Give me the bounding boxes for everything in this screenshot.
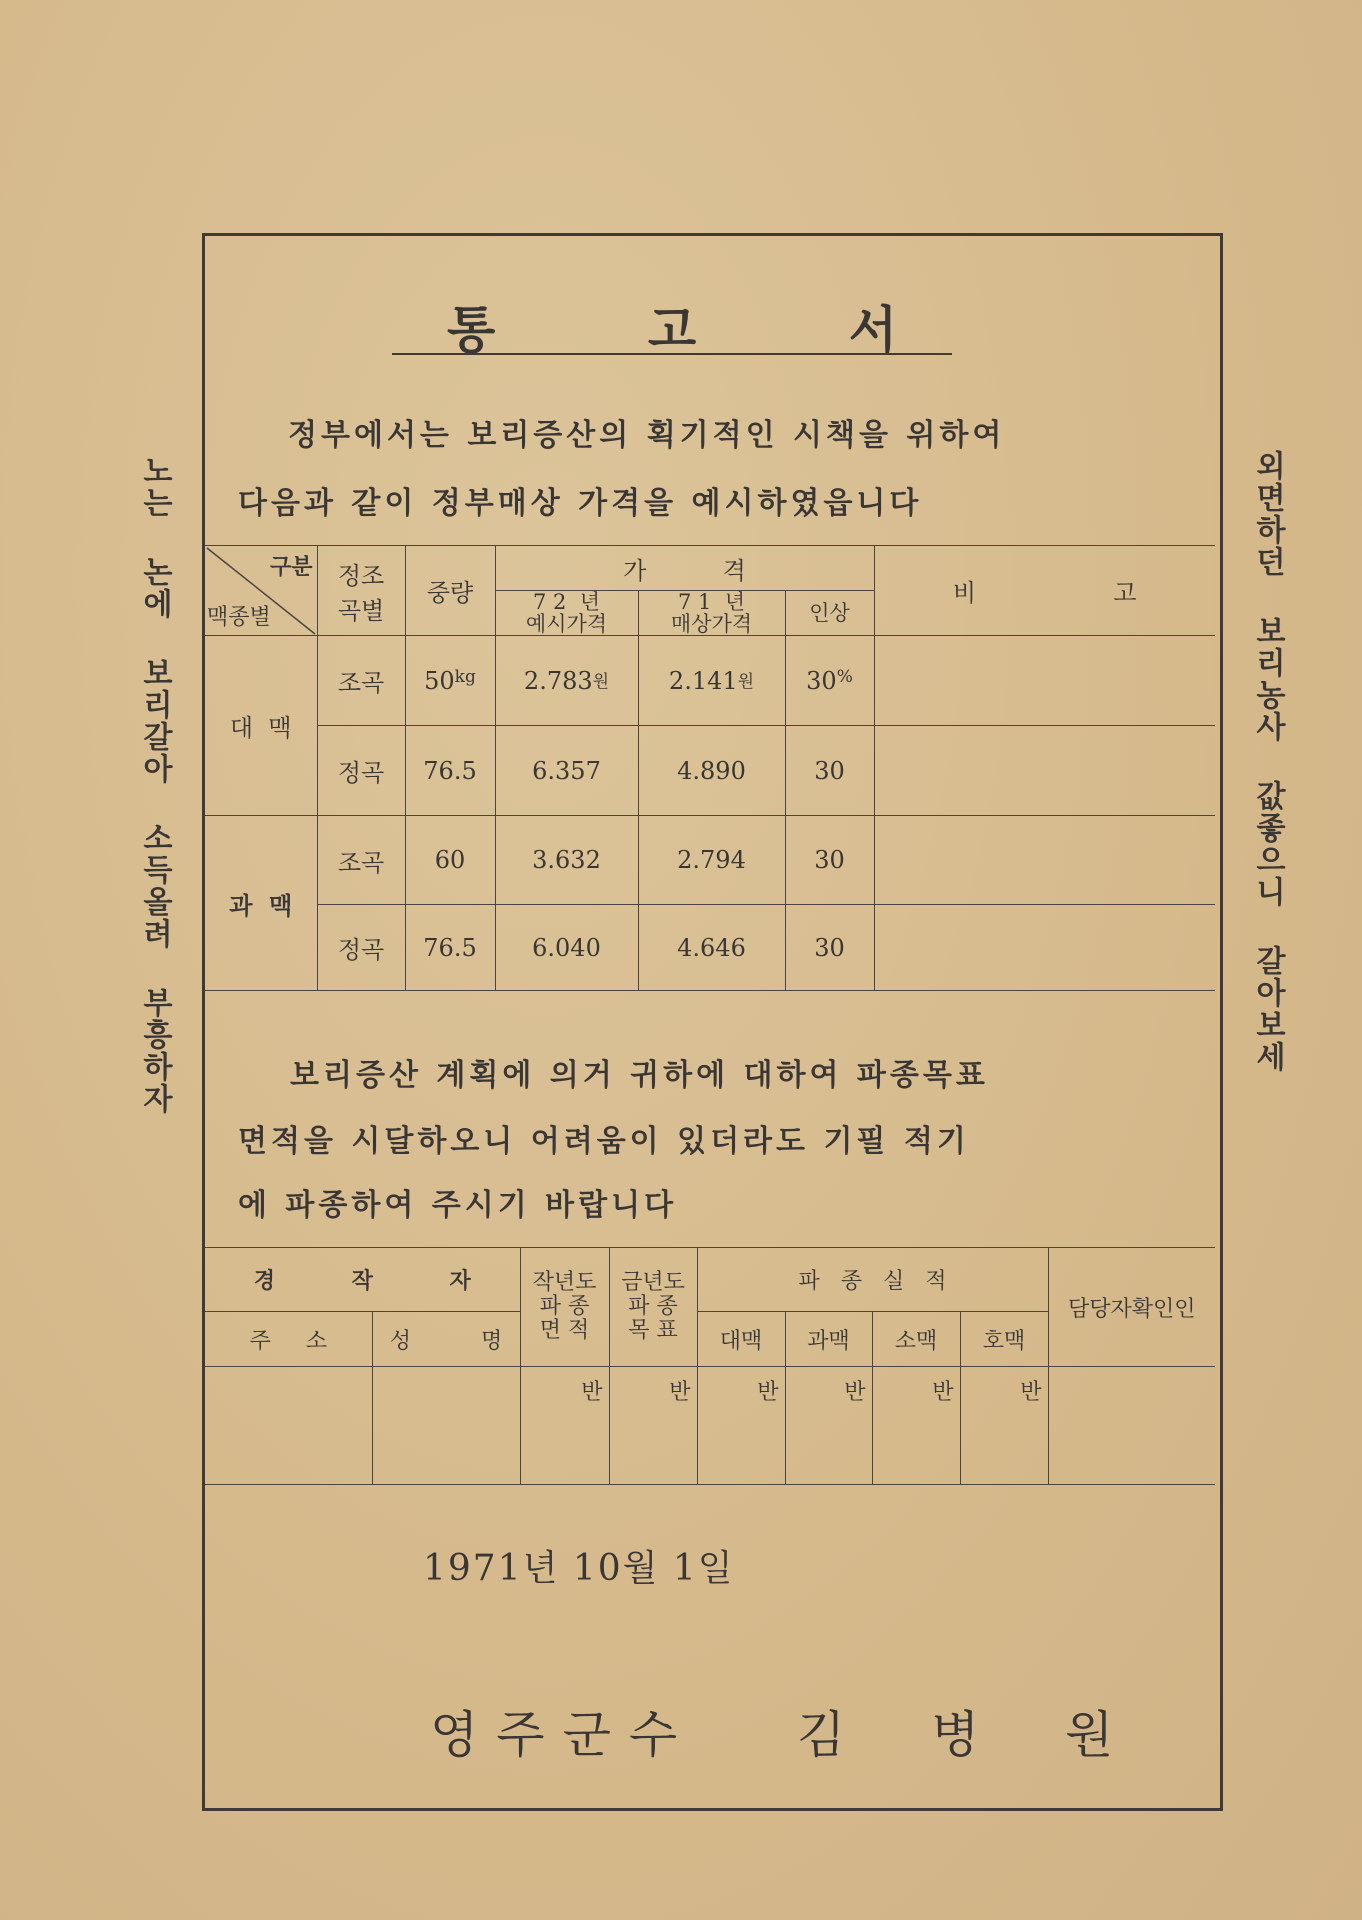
header-results: 파 종 실 적 xyxy=(697,1248,1048,1312)
header-crop: 호맥 xyxy=(960,1312,1048,1367)
header-weight: 중량 xyxy=(405,546,495,636)
title-char: 통 xyxy=(447,300,496,359)
body-line-2: 면적을 시달하오니 어려움이 있더라도 기필 적기 xyxy=(238,1124,970,1159)
cell-raise: 30 xyxy=(785,726,874,816)
header-last-year: 작년도 파 종 면 적 xyxy=(520,1248,609,1367)
intro-line-2: 다음과 같이 정부매상 가격을 예시하였읍니다 xyxy=(238,486,923,521)
cell-confirm xyxy=(1048,1367,1215,1485)
title-char: 서 xyxy=(848,300,897,359)
cell-grain: 정곡 xyxy=(317,726,405,816)
intro-line-1: 정부에서는 보리증산의 획기적인 시책을 위하여 xyxy=(288,418,1006,453)
price-table xyxy=(205,545,1215,991)
header-confirm: 담당자확인인 xyxy=(1048,1248,1215,1367)
signature: 영주군수 김 병 원 xyxy=(430,1706,1132,1764)
cell-grain: 조곡 xyxy=(317,636,405,726)
right-slogan: 외면하던 보리농사 값좋으니 갈아보세 xyxy=(1250,450,1285,1073)
cell-unit: 반 xyxy=(872,1367,960,1485)
date: 1971년 10월 1일 xyxy=(423,1548,735,1589)
header-raise: 인상 xyxy=(785,591,874,636)
cell-note xyxy=(874,905,1215,991)
cell-unit: 반 xyxy=(609,1367,697,1485)
cell-name xyxy=(372,1367,520,1485)
header-71-sub: 매상가격 xyxy=(670,612,753,636)
cell-address xyxy=(205,1367,372,1485)
cell-note xyxy=(874,816,1215,905)
cell-unit: 반 xyxy=(520,1367,609,1485)
cell-p72: $2.783^원$ xyxy=(495,636,638,726)
cell-grain: 정곡 xyxy=(317,905,405,991)
body-line-1: 보리증산 계획에 의거 귀하에 대하여 파종목표 xyxy=(290,1058,989,1093)
cell-p72: 3.632 xyxy=(495,816,638,905)
table-row xyxy=(205,1367,1215,1485)
table-row xyxy=(205,905,1215,991)
title-char: 고 xyxy=(647,300,697,359)
document-title xyxy=(392,290,952,362)
group-name: 대 맥 xyxy=(205,636,317,816)
header-grain: 정조 곡별 xyxy=(317,546,405,636)
sowing-table xyxy=(205,1247,1215,1485)
header-address: 주 소 xyxy=(205,1312,372,1367)
header-71: 7 1 년 xyxy=(677,590,746,614)
cell-weight: 60 xyxy=(405,816,495,905)
header-crop: 과맥 xyxy=(785,1312,872,1367)
header-this-year: 금년도 파 종 목 표 xyxy=(609,1248,697,1367)
header-crop: 소맥 xyxy=(872,1312,960,1367)
cell-p72: 6.040 xyxy=(495,905,638,991)
cell-note xyxy=(874,726,1215,816)
cell-weight: 76.5 xyxy=(405,726,495,816)
cell-unit: 반 xyxy=(960,1367,1048,1485)
table-row xyxy=(205,726,1215,816)
header-category: 구분 xyxy=(269,554,313,580)
header-type: 맥종별 xyxy=(207,605,271,630)
header-name: 성 명 xyxy=(372,1312,520,1367)
cell-raise: 30 xyxy=(785,816,874,905)
cell-p71: 4.890 xyxy=(638,726,785,816)
header-72: 7 2 년 xyxy=(532,590,601,614)
body-line-3: 에 파종하여 주시기 바랍니다 xyxy=(238,1188,678,1223)
cell-p71: $2.141^원$ xyxy=(638,636,785,726)
cell-unit: 반 xyxy=(785,1367,872,1485)
header-farmer: 경 작 자 xyxy=(205,1248,520,1312)
title-underline xyxy=(392,353,952,355)
header-72-sub: 예시가격 xyxy=(525,612,608,636)
header-diagonal-cell xyxy=(205,546,317,636)
table-row xyxy=(205,816,1215,905)
cell-unit: 반 xyxy=(697,1367,785,1485)
cell-grain: 조곡 xyxy=(317,816,405,905)
cell-p72: 6.357 xyxy=(495,726,638,816)
left-slogan: 노는 논에 보리갈아 소득올려 부흥하자 xyxy=(137,455,172,1115)
cell-p71: 4.646 xyxy=(638,905,785,991)
cell-weight: 76.5 xyxy=(405,905,495,991)
header-note: 비 고 xyxy=(874,546,1215,636)
cell-p71: 2.794 xyxy=(638,816,785,905)
header-crop: 대맥 xyxy=(697,1312,785,1367)
table-row xyxy=(205,636,1215,726)
cell-weight: $50^{kg}$ xyxy=(405,636,495,726)
header-price: 가 격 xyxy=(495,546,874,591)
group-name: 과 맥 xyxy=(205,816,317,991)
cell-note xyxy=(874,636,1215,726)
cell-raise: 30% xyxy=(785,636,874,726)
cell-raise: 30 xyxy=(785,905,874,991)
